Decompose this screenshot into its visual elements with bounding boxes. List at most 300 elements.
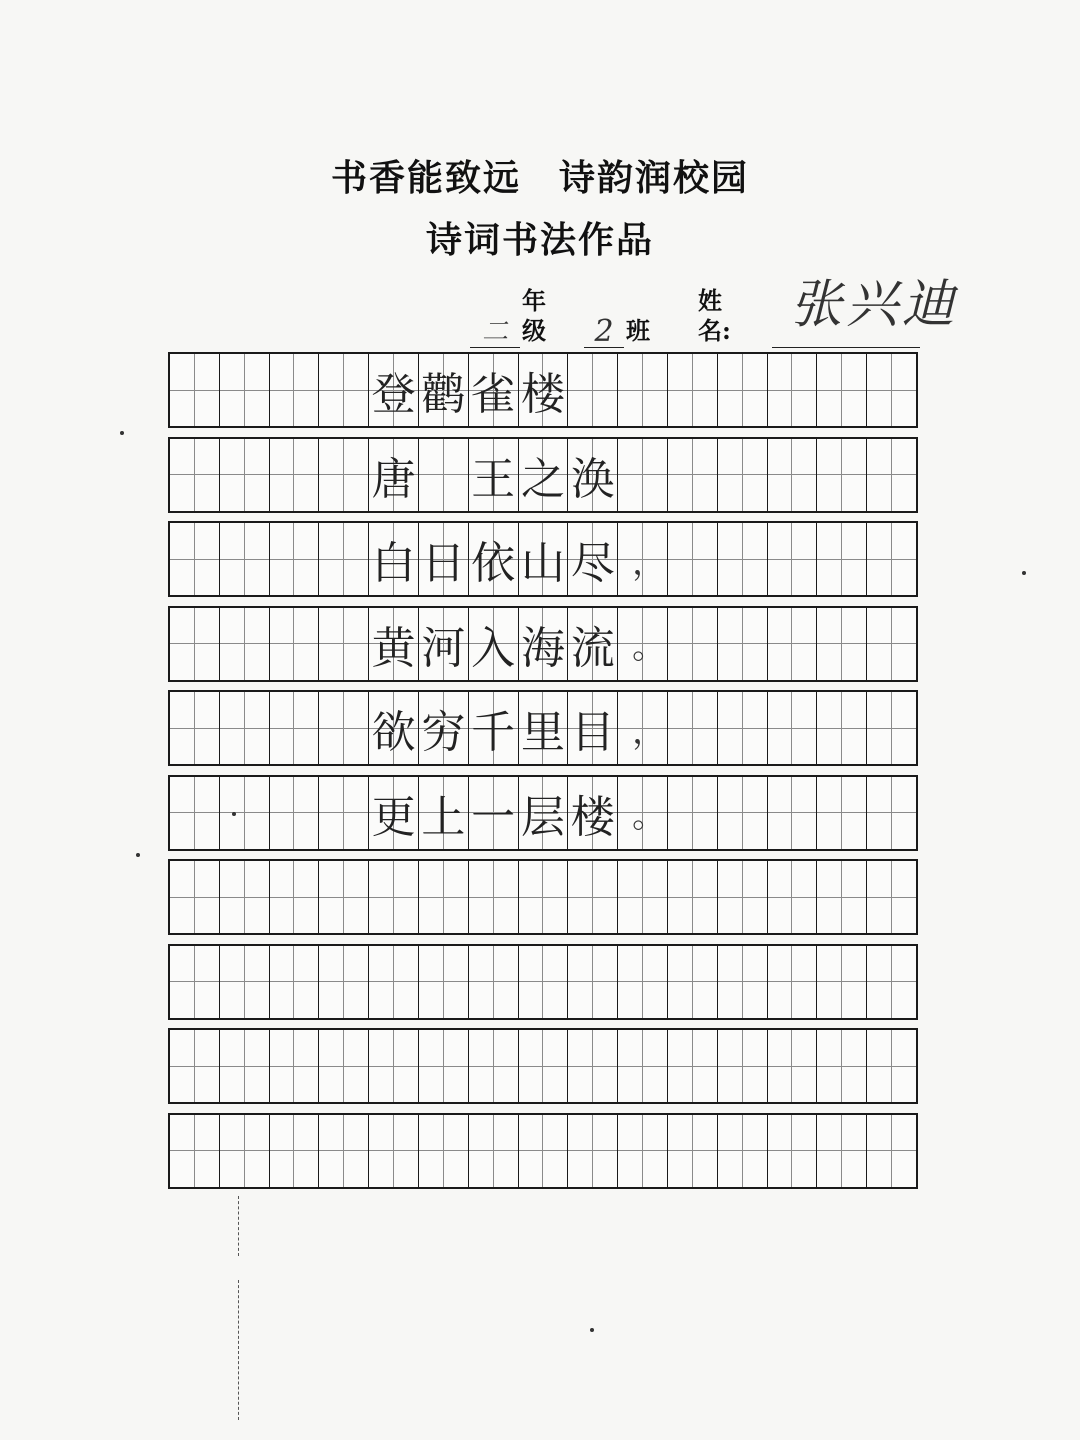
grid-cell[interactable] bbox=[668, 523, 718, 595]
cell-character bbox=[519, 946, 568, 1018]
grid-cell[interactable] bbox=[170, 1115, 220, 1187]
grid-row bbox=[168, 690, 918, 766]
grid-cell[interactable] bbox=[170, 523, 220, 595]
grid-cell[interactable] bbox=[419, 946, 469, 1018]
cell-character bbox=[369, 861, 418, 933]
cell-character: 。 bbox=[632, 796, 667, 836]
cell-character bbox=[369, 946, 418, 1018]
grid-cell[interactable] bbox=[718, 1115, 768, 1187]
cell-character bbox=[768, 354, 817, 426]
cell-character bbox=[817, 608, 866, 680]
grid-cell[interactable] bbox=[170, 946, 220, 1018]
grid-cell[interactable] bbox=[817, 608, 867, 680]
grid-cell[interactable] bbox=[519, 861, 569, 933]
cell-character bbox=[718, 608, 767, 680]
cell-character bbox=[270, 692, 319, 764]
grid-cell[interactable] bbox=[568, 946, 618, 1018]
grid-cell[interactable] bbox=[270, 946, 320, 1018]
grid-cell[interactable] bbox=[718, 692, 768, 764]
grid-cell[interactable] bbox=[668, 1115, 718, 1187]
cell-character bbox=[817, 523, 866, 595]
grid-cell[interactable] bbox=[817, 692, 867, 764]
grid-cell[interactable] bbox=[867, 692, 916, 764]
grid-cell[interactable] bbox=[519, 1030, 569, 1102]
cell-character bbox=[270, 354, 319, 426]
cell-character bbox=[419, 439, 468, 511]
name-label: 姓名: bbox=[698, 286, 731, 345]
grid-cell[interactable] bbox=[519, 777, 569, 849]
cell-character bbox=[419, 946, 468, 1018]
grid-cell[interactable] bbox=[419, 608, 469, 680]
grid-cell[interactable] bbox=[270, 354, 320, 426]
cell-character bbox=[220, 523, 269, 595]
grid-cell[interactable] bbox=[867, 1115, 916, 1187]
cell-character bbox=[718, 692, 767, 764]
cell-character bbox=[668, 1115, 717, 1187]
cell-character: 鹳 bbox=[421, 369, 466, 420]
cell-character: 楼 bbox=[570, 791, 615, 843]
cell-character bbox=[170, 1030, 219, 1102]
grid-cell[interactable] bbox=[419, 439, 469, 511]
grid-cell[interactable] bbox=[817, 354, 867, 426]
cell-character bbox=[319, 777, 368, 849]
cell-character bbox=[220, 861, 269, 933]
grid-cell[interactable] bbox=[817, 946, 867, 1018]
title-part-2: 诗韵润校园 bbox=[559, 157, 750, 199]
grid-cell[interactable] bbox=[618, 354, 668, 426]
cell-character bbox=[270, 1115, 319, 1187]
grid-cell[interactable] bbox=[369, 608, 419, 680]
cell-character bbox=[668, 1030, 717, 1102]
cell-character bbox=[817, 946, 866, 1018]
grid-cell[interactable] bbox=[867, 946, 916, 1018]
grid-cell[interactable] bbox=[220, 946, 270, 1018]
grid-cell[interactable] bbox=[369, 861, 419, 933]
grid-cell[interactable] bbox=[867, 861, 916, 933]
grid-cell[interactable] bbox=[519, 354, 569, 426]
cell-character bbox=[768, 1115, 817, 1187]
cell-character bbox=[170, 777, 219, 849]
cell-character bbox=[618, 1030, 667, 1102]
grid-cell[interactable] bbox=[817, 523, 867, 595]
cell-character bbox=[469, 1115, 518, 1187]
grid-cell[interactable] bbox=[668, 439, 718, 511]
cell-character bbox=[319, 946, 368, 1018]
grid-cell[interactable] bbox=[519, 946, 569, 1018]
cell-character bbox=[768, 439, 817, 511]
cell-character bbox=[220, 1030, 269, 1102]
cell-character bbox=[867, 692, 916, 764]
cell-character: 之 bbox=[520, 453, 565, 505]
grid-cell[interactable] bbox=[170, 1030, 220, 1102]
grid-cell[interactable] bbox=[270, 608, 320, 680]
cell-character bbox=[568, 1030, 617, 1102]
cell-character bbox=[568, 1115, 617, 1187]
grid-cell[interactable] bbox=[867, 608, 916, 680]
cell-character bbox=[718, 1115, 767, 1187]
cell-character bbox=[419, 861, 468, 933]
grid-cell[interactable] bbox=[519, 1115, 569, 1187]
grid-cell[interactable] bbox=[768, 439, 818, 511]
grid-cell[interactable] bbox=[220, 1115, 270, 1187]
cell-character bbox=[768, 523, 817, 595]
cell-character: 尽 bbox=[570, 538, 615, 589]
grid-cell[interactable] bbox=[568, 1115, 618, 1187]
cell-character bbox=[319, 861, 368, 933]
cell-character bbox=[768, 777, 817, 849]
cell-character bbox=[817, 354, 866, 426]
grid-cell[interactable] bbox=[319, 1030, 369, 1102]
cell-character: 。 bbox=[632, 627, 667, 667]
cell-character bbox=[768, 1030, 817, 1102]
grid-row bbox=[168, 1028, 918, 1104]
cell-character: 白 bbox=[371, 538, 416, 589]
grid-cell[interactable] bbox=[519, 608, 569, 680]
grid-cell[interactable] bbox=[568, 354, 618, 426]
grid-cell[interactable] bbox=[718, 354, 768, 426]
cell-character bbox=[768, 861, 817, 933]
grid-cell[interactable] bbox=[469, 439, 519, 511]
grid-cell[interactable] bbox=[718, 523, 768, 595]
cell-character bbox=[519, 1030, 568, 1102]
cell-character bbox=[319, 1115, 368, 1187]
cell-character: 欲 bbox=[371, 707, 416, 758]
cell-character bbox=[718, 777, 767, 849]
cell-character: 穷 bbox=[421, 707, 466, 758]
grid-cell[interactable] bbox=[469, 608, 519, 680]
grid-cell[interactable] bbox=[718, 777, 768, 849]
cell-character bbox=[319, 523, 368, 595]
grid-cell[interactable] bbox=[419, 777, 469, 849]
grid-cell[interactable] bbox=[668, 608, 718, 680]
cell-character: 山 bbox=[520, 538, 565, 589]
grid-cell[interactable] bbox=[469, 523, 519, 595]
grid-cell[interactable] bbox=[369, 946, 419, 1018]
grid-cell[interactable] bbox=[469, 1030, 519, 1102]
cell-character: 黄 bbox=[371, 622, 416, 674]
cell-character bbox=[668, 861, 717, 933]
grid-cell[interactable] bbox=[220, 692, 270, 764]
cell-character bbox=[170, 861, 219, 933]
cell-character bbox=[519, 1115, 568, 1187]
cell-character: 一 bbox=[471, 791, 516, 843]
cell-character bbox=[668, 523, 717, 595]
grid-cell[interactable] bbox=[170, 692, 220, 764]
cell-character bbox=[867, 946, 916, 1018]
cell-character bbox=[270, 946, 319, 1018]
grid-cell[interactable] bbox=[369, 692, 419, 764]
grid-row bbox=[168, 944, 918, 1020]
student-name-handwritten: 张兴迪 bbox=[790, 275, 959, 335]
grid-cell[interactable] bbox=[718, 439, 768, 511]
grid-cell[interactable] bbox=[220, 523, 270, 595]
grid-cell[interactable] bbox=[867, 1030, 916, 1102]
grid-cell[interactable] bbox=[469, 777, 519, 849]
cell-character bbox=[668, 354, 717, 426]
cell-character bbox=[817, 777, 866, 849]
grid-cell[interactable] bbox=[668, 692, 718, 764]
grade-label: 年级 bbox=[522, 286, 546, 345]
grid-cell[interactable] bbox=[469, 1115, 519, 1187]
grid-cell[interactable] bbox=[568, 692, 618, 764]
grid-cell[interactable] bbox=[419, 523, 469, 595]
speck bbox=[1022, 571, 1026, 575]
grid-cell[interactable] bbox=[618, 861, 668, 933]
grid-cell[interactable] bbox=[170, 861, 220, 933]
cell-character bbox=[220, 777, 269, 849]
cell-character bbox=[668, 608, 717, 680]
cell-character bbox=[718, 861, 767, 933]
grid-cell[interactable] bbox=[319, 439, 369, 511]
grid-cell[interactable] bbox=[768, 1030, 818, 1102]
cell-character bbox=[618, 439, 667, 511]
grid-cell[interactable] bbox=[718, 1030, 768, 1102]
cell-character bbox=[170, 1115, 219, 1187]
grid-cell[interactable] bbox=[319, 861, 369, 933]
grid-cell[interactable] bbox=[419, 1030, 469, 1102]
grid-cell[interactable] bbox=[668, 354, 718, 426]
cell-character bbox=[817, 1115, 866, 1187]
cell-character bbox=[768, 692, 817, 764]
cell-character: 唐 bbox=[371, 453, 416, 505]
grid-cell[interactable] bbox=[170, 439, 220, 511]
grid-cell[interactable] bbox=[817, 1115, 867, 1187]
cell-character: 更 bbox=[371, 791, 416, 843]
class-label: 班 bbox=[626, 316, 650, 345]
grid-cell[interactable] bbox=[369, 1115, 419, 1187]
grid-cell[interactable] bbox=[568, 608, 618, 680]
cell-character bbox=[319, 692, 368, 764]
grid-cell[interactable] bbox=[618, 523, 668, 595]
grid-cell[interactable] bbox=[668, 946, 718, 1018]
grid-cell[interactable] bbox=[768, 354, 818, 426]
page-subtitle: 诗词书法作品 bbox=[425, 219, 654, 261]
cell-character bbox=[618, 861, 667, 933]
grid-cell[interactable] bbox=[768, 946, 818, 1018]
grid-cell[interactable] bbox=[220, 354, 270, 426]
grid-cell[interactable] bbox=[568, 861, 618, 933]
name-field[interactable] bbox=[772, 317, 920, 348]
cell-character bbox=[270, 1030, 319, 1102]
grid-cell[interactable] bbox=[768, 777, 818, 849]
cell-character bbox=[419, 1030, 468, 1102]
grid-cell[interactable] bbox=[270, 523, 320, 595]
grid-cell[interactable] bbox=[369, 777, 419, 849]
cell-character bbox=[668, 946, 717, 1018]
cell-character bbox=[220, 692, 269, 764]
cell-character bbox=[220, 354, 269, 426]
grid-cell[interactable] bbox=[369, 354, 419, 426]
grid-cell[interactable] bbox=[568, 1030, 618, 1102]
cell-character: 日 bbox=[421, 538, 466, 589]
grid-cell[interactable] bbox=[817, 777, 867, 849]
cell-character: 楼 bbox=[520, 369, 565, 420]
grid-cell[interactable] bbox=[220, 777, 270, 849]
grid-cell[interactable] bbox=[369, 523, 419, 595]
grid-cell[interactable] bbox=[319, 523, 369, 595]
speck bbox=[590, 1328, 594, 1332]
grid-cell[interactable] bbox=[568, 523, 618, 595]
cell-character bbox=[469, 861, 518, 933]
margin-dash-line bbox=[238, 1280, 239, 1420]
grid-cell[interactable] bbox=[668, 777, 718, 849]
grid-cell[interactable] bbox=[768, 861, 818, 933]
cell-character bbox=[867, 861, 916, 933]
grid-cell[interactable] bbox=[469, 861, 519, 933]
cell-character: 雀 bbox=[471, 369, 516, 420]
grid-cell[interactable] bbox=[568, 439, 618, 511]
grid-cell[interactable] bbox=[170, 608, 220, 680]
grid-cell[interactable] bbox=[270, 1115, 320, 1187]
grid-cell[interactable] bbox=[718, 861, 768, 933]
grid-row bbox=[168, 352, 918, 428]
grid-cell[interactable] bbox=[867, 439, 916, 511]
cell-character bbox=[270, 777, 319, 849]
grid-cell[interactable] bbox=[768, 692, 818, 764]
cell-character bbox=[170, 523, 219, 595]
grid-cell[interactable] bbox=[469, 354, 519, 426]
grid-cell[interactable] bbox=[768, 523, 818, 595]
grid-cell[interactable] bbox=[170, 354, 220, 426]
cell-character bbox=[817, 861, 866, 933]
grid-cell[interactable] bbox=[618, 946, 668, 1018]
grid-cell[interactable] bbox=[618, 1115, 668, 1187]
cell-character bbox=[220, 1115, 269, 1187]
grid-cell[interactable] bbox=[519, 692, 569, 764]
grid-cell[interactable] bbox=[718, 608, 768, 680]
cell-character: 登 bbox=[371, 369, 416, 420]
cell-character bbox=[867, 1115, 916, 1187]
grid-cell[interactable] bbox=[319, 692, 369, 764]
cell-character: 依 bbox=[471, 538, 516, 589]
cell-character: 涣 bbox=[570, 453, 615, 505]
cell-character bbox=[319, 439, 368, 511]
grid-cell[interactable] bbox=[220, 1030, 270, 1102]
grid-cell[interactable] bbox=[220, 608, 270, 680]
grid-cell[interactable] bbox=[319, 608, 369, 680]
grid-cell[interactable] bbox=[270, 692, 320, 764]
grid-cell[interactable] bbox=[668, 1030, 718, 1102]
grid-cell[interactable] bbox=[618, 608, 668, 680]
grid-cell[interactable] bbox=[319, 946, 369, 1018]
cell-character bbox=[618, 946, 667, 1018]
grid-cell[interactable] bbox=[618, 692, 668, 764]
cell-character: 千 bbox=[471, 707, 516, 758]
grid-cell[interactable] bbox=[817, 861, 867, 933]
cell-character bbox=[867, 608, 916, 680]
cell-character bbox=[867, 777, 916, 849]
grid-cell[interactable] bbox=[618, 777, 668, 849]
grid-cell[interactable] bbox=[668, 861, 718, 933]
grid-cell[interactable] bbox=[817, 439, 867, 511]
cell-character: 上 bbox=[421, 791, 466, 843]
grid-cell[interactable] bbox=[618, 1030, 668, 1102]
grid-row bbox=[168, 1113, 918, 1189]
grid-cell[interactable] bbox=[618, 439, 668, 511]
grid-cell[interactable] bbox=[369, 1030, 419, 1102]
grid-cell[interactable] bbox=[867, 777, 916, 849]
cell-character bbox=[369, 1030, 418, 1102]
cell-character bbox=[568, 354, 617, 426]
cell-character bbox=[170, 692, 219, 764]
grid-cell[interactable] bbox=[568, 777, 618, 849]
grid-cell[interactable] bbox=[319, 354, 369, 426]
grid-cell[interactable] bbox=[369, 439, 419, 511]
class-field[interactable]: 2 bbox=[584, 317, 624, 348]
grid-cell[interactable] bbox=[170, 777, 220, 849]
grid-cell[interactable] bbox=[419, 1115, 469, 1187]
grid-cell[interactable] bbox=[270, 777, 320, 849]
cell-character bbox=[170, 439, 219, 511]
grid-cell[interactable] bbox=[867, 523, 916, 595]
grid-cell[interactable] bbox=[270, 1030, 320, 1102]
grid-cell[interactable] bbox=[469, 692, 519, 764]
grid-cell[interactable] bbox=[718, 946, 768, 1018]
grid-cell[interactable] bbox=[419, 861, 469, 933]
cell-character bbox=[618, 354, 667, 426]
grid-cell[interactable] bbox=[768, 608, 818, 680]
grid-cell[interactable] bbox=[220, 439, 270, 511]
writing-grid bbox=[168, 352, 918, 1197]
grid-row bbox=[168, 437, 918, 513]
grid-cell[interactable] bbox=[270, 861, 320, 933]
grid-row bbox=[168, 775, 918, 851]
cell-character bbox=[170, 608, 219, 680]
cell-character bbox=[768, 946, 817, 1018]
cell-character: 河 bbox=[421, 622, 466, 674]
cell-character: 海 bbox=[520, 622, 565, 674]
speck bbox=[232, 812, 236, 816]
cell-character bbox=[170, 354, 219, 426]
cell-character bbox=[519, 861, 568, 933]
grid-cell[interactable] bbox=[768, 1115, 818, 1187]
grid-cell[interactable] bbox=[519, 523, 569, 595]
speck bbox=[120, 431, 124, 435]
cell-character bbox=[170, 946, 219, 1018]
cell-character bbox=[568, 861, 617, 933]
grid-cell[interactable] bbox=[419, 692, 469, 764]
grid-cell[interactable] bbox=[469, 946, 519, 1018]
cell-character bbox=[768, 608, 817, 680]
grid-cell[interactable] bbox=[867, 354, 916, 426]
cell-character bbox=[369, 1115, 418, 1187]
cell-character bbox=[867, 439, 916, 511]
cell-character bbox=[220, 946, 269, 1018]
cell-character bbox=[817, 692, 866, 764]
grid-cell[interactable] bbox=[270, 439, 320, 511]
grid-cell[interactable] bbox=[419, 354, 469, 426]
cell-character bbox=[319, 1030, 368, 1102]
grid-cell[interactable] bbox=[319, 777, 369, 849]
cell-character bbox=[668, 777, 717, 849]
grid-cell[interactable] bbox=[220, 861, 270, 933]
grid-row bbox=[168, 859, 918, 935]
grid-row bbox=[168, 521, 918, 597]
cell-character bbox=[220, 439, 269, 511]
grid-cell[interactable] bbox=[319, 1115, 369, 1187]
grade-field[interactable]: 二 bbox=[470, 317, 520, 348]
cell-character: 里 bbox=[520, 707, 565, 758]
cell-character bbox=[867, 354, 916, 426]
cell-character bbox=[469, 946, 518, 1018]
cell-character: 王 bbox=[471, 453, 516, 505]
grid-cell[interactable] bbox=[519, 439, 569, 511]
cell-character bbox=[817, 1030, 866, 1102]
grid-row bbox=[168, 606, 918, 682]
margin-dash-line bbox=[238, 1196, 239, 1256]
grid-cell[interactable] bbox=[817, 1030, 867, 1102]
cell-character bbox=[718, 354, 767, 426]
